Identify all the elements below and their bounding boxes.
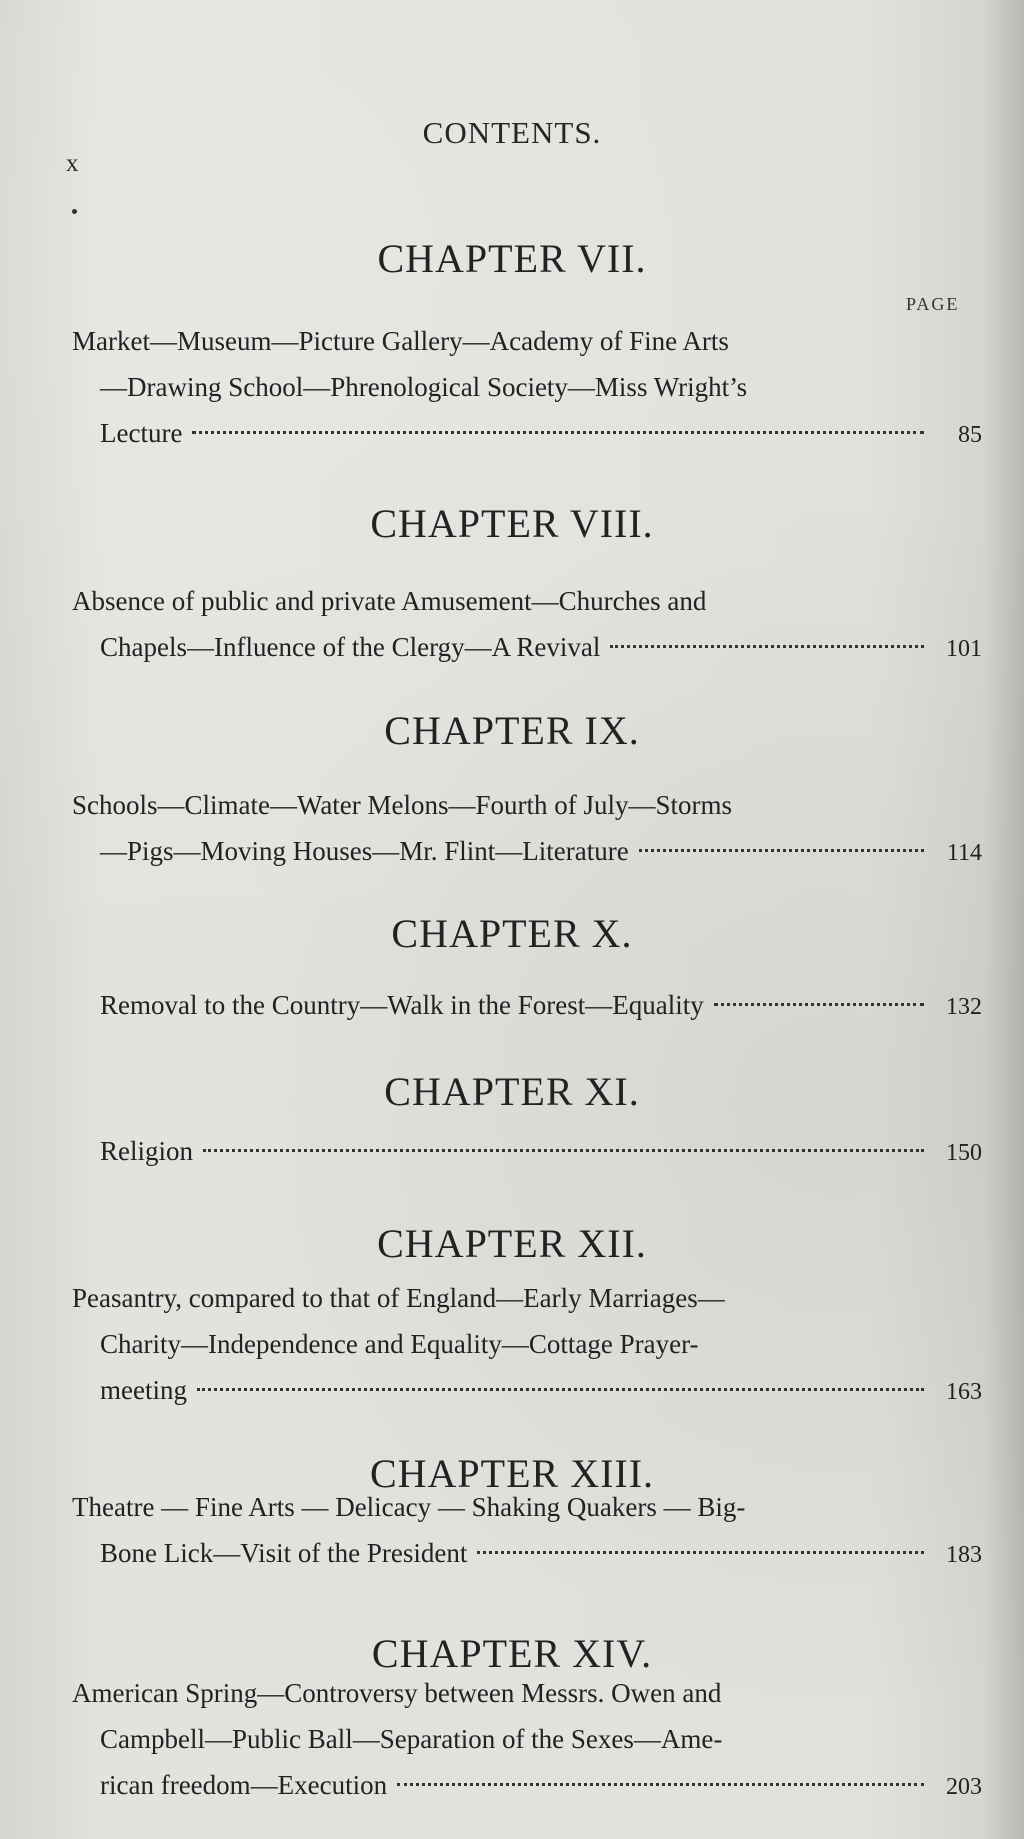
entry-line: [72, 1762, 982, 1810]
chapter-xi-heading: CHAPTER XI.: [384, 1069, 640, 1114]
chapter-xiv-entry: [72, 1670, 982, 1810]
chapter-x-entry: [72, 982, 982, 1030]
page-number: 132: [946, 994, 982, 1020]
chapter-xi-entry: [72, 1128, 982, 1176]
entry-text: American Spring—Controversy between Messrs. Owen and: [72, 1678, 722, 1708]
entry-text: Schools—Climate—Water Melons—Fourth of July—Storms: [72, 790, 733, 820]
chapter-xii-entry: [72, 1275, 982, 1415]
dot-leader: [477, 1551, 924, 1554]
entry-text: Charity—Independence and Equality—Cottage Prayer-: [100, 1329, 699, 1359]
entry-text: Absence of public and private Amusement—Churches and: [72, 586, 707, 616]
entry-line: [72, 1484, 982, 1530]
page-number: 163: [946, 1379, 982, 1405]
page-number: 101: [946, 636, 982, 662]
entry-line: [72, 1670, 982, 1716]
chapter-viii-entry: [72, 578, 982, 672]
entry-text: Lecture: [100, 418, 183, 448]
entry-text: Theatre — Fine Arts — Delicacy — Shaking Quakers — Big-: [72, 1492, 746, 1522]
entry-line: [72, 1367, 982, 1415]
chapter-xiii-entry: [72, 1484, 982, 1578]
entry-text: Market—Museum—Picture Gallery—Academy of Fine Arts: [72, 326, 729, 356]
entry-line: [72, 782, 982, 828]
dot-leader: [192, 431, 924, 434]
dot-leader: [197, 1388, 924, 1391]
entry-line: [72, 410, 982, 458]
entry-line: [72, 1321, 982, 1367]
entry-text: Peasantry, compared to that of England—Early Marriages—: [72, 1283, 725, 1313]
dot-leader: [397, 1783, 924, 1786]
dot-leader: [714, 1003, 924, 1006]
entry-text: Bone Lick—Visit of the President: [100, 1538, 468, 1568]
entry-line: [72, 1530, 982, 1578]
page-number: 203: [946, 1774, 982, 1800]
entry-text: —Drawing School—Phrenological Society—Miss Wright’s: [100, 372, 748, 402]
chapter-viii-heading: CHAPTER VIII.: [370, 501, 654, 546]
chapter-xiv-heading: CHAPTER XIV.: [371, 1631, 653, 1676]
dot-leader: [203, 1149, 924, 1152]
entry-text: —Pigs—Moving Houses—Mr. Flint—Literature: [100, 836, 629, 866]
ink-dot: [72, 209, 77, 214]
entry-text: Religion: [100, 1136, 193, 1166]
entry-line: [72, 578, 982, 624]
entry-text: Removal to the Country—Walk in the Forest—Equality: [100, 990, 704, 1020]
page-number: 150: [946, 1140, 982, 1166]
entry-line: [72, 624, 982, 672]
entry-text: meeting: [100, 1375, 187, 1405]
entry-line: [72, 364, 982, 410]
chapter-xii-heading: CHAPTER XII.: [377, 1221, 647, 1266]
entry-text: Campbell—Public Ball—Separation of the Sexes—Ame-: [100, 1724, 723, 1754]
entry-line: [72, 982, 982, 1030]
page-number: 183: [946, 1542, 982, 1568]
chapter-ix-heading: CHAPTER IX.: [384, 708, 640, 753]
entry-text: Chapels—Influence of the Clergy—A Revival: [100, 632, 601, 662]
entry-line: [72, 1275, 982, 1321]
running-head: CONTENTS.: [422, 115, 602, 150]
dot-leader: [610, 645, 924, 648]
entry-line: [72, 828, 982, 876]
chapter-x-heading: CHAPTER X.: [391, 911, 633, 956]
entry-text: rican freedom—Execution: [100, 1770, 388, 1800]
chapter-ix-entry: [72, 782, 982, 876]
chapter-vii-heading: CHAPTER VII.: [377, 236, 647, 281]
page-folio: x: [66, 150, 79, 177]
entry-line: [72, 318, 982, 364]
dot-leader: [639, 849, 924, 852]
entry-line: [72, 1128, 982, 1176]
page-number: 85: [958, 422, 982, 448]
entry-line: [72, 1716, 982, 1762]
chapter-xiii-heading: CHAPTER XIII.: [369, 1451, 655, 1496]
page-column-label: PAGE: [906, 294, 960, 314]
chapter-vii-entry: [72, 318, 982, 458]
page-number: 114: [946, 840, 982, 866]
